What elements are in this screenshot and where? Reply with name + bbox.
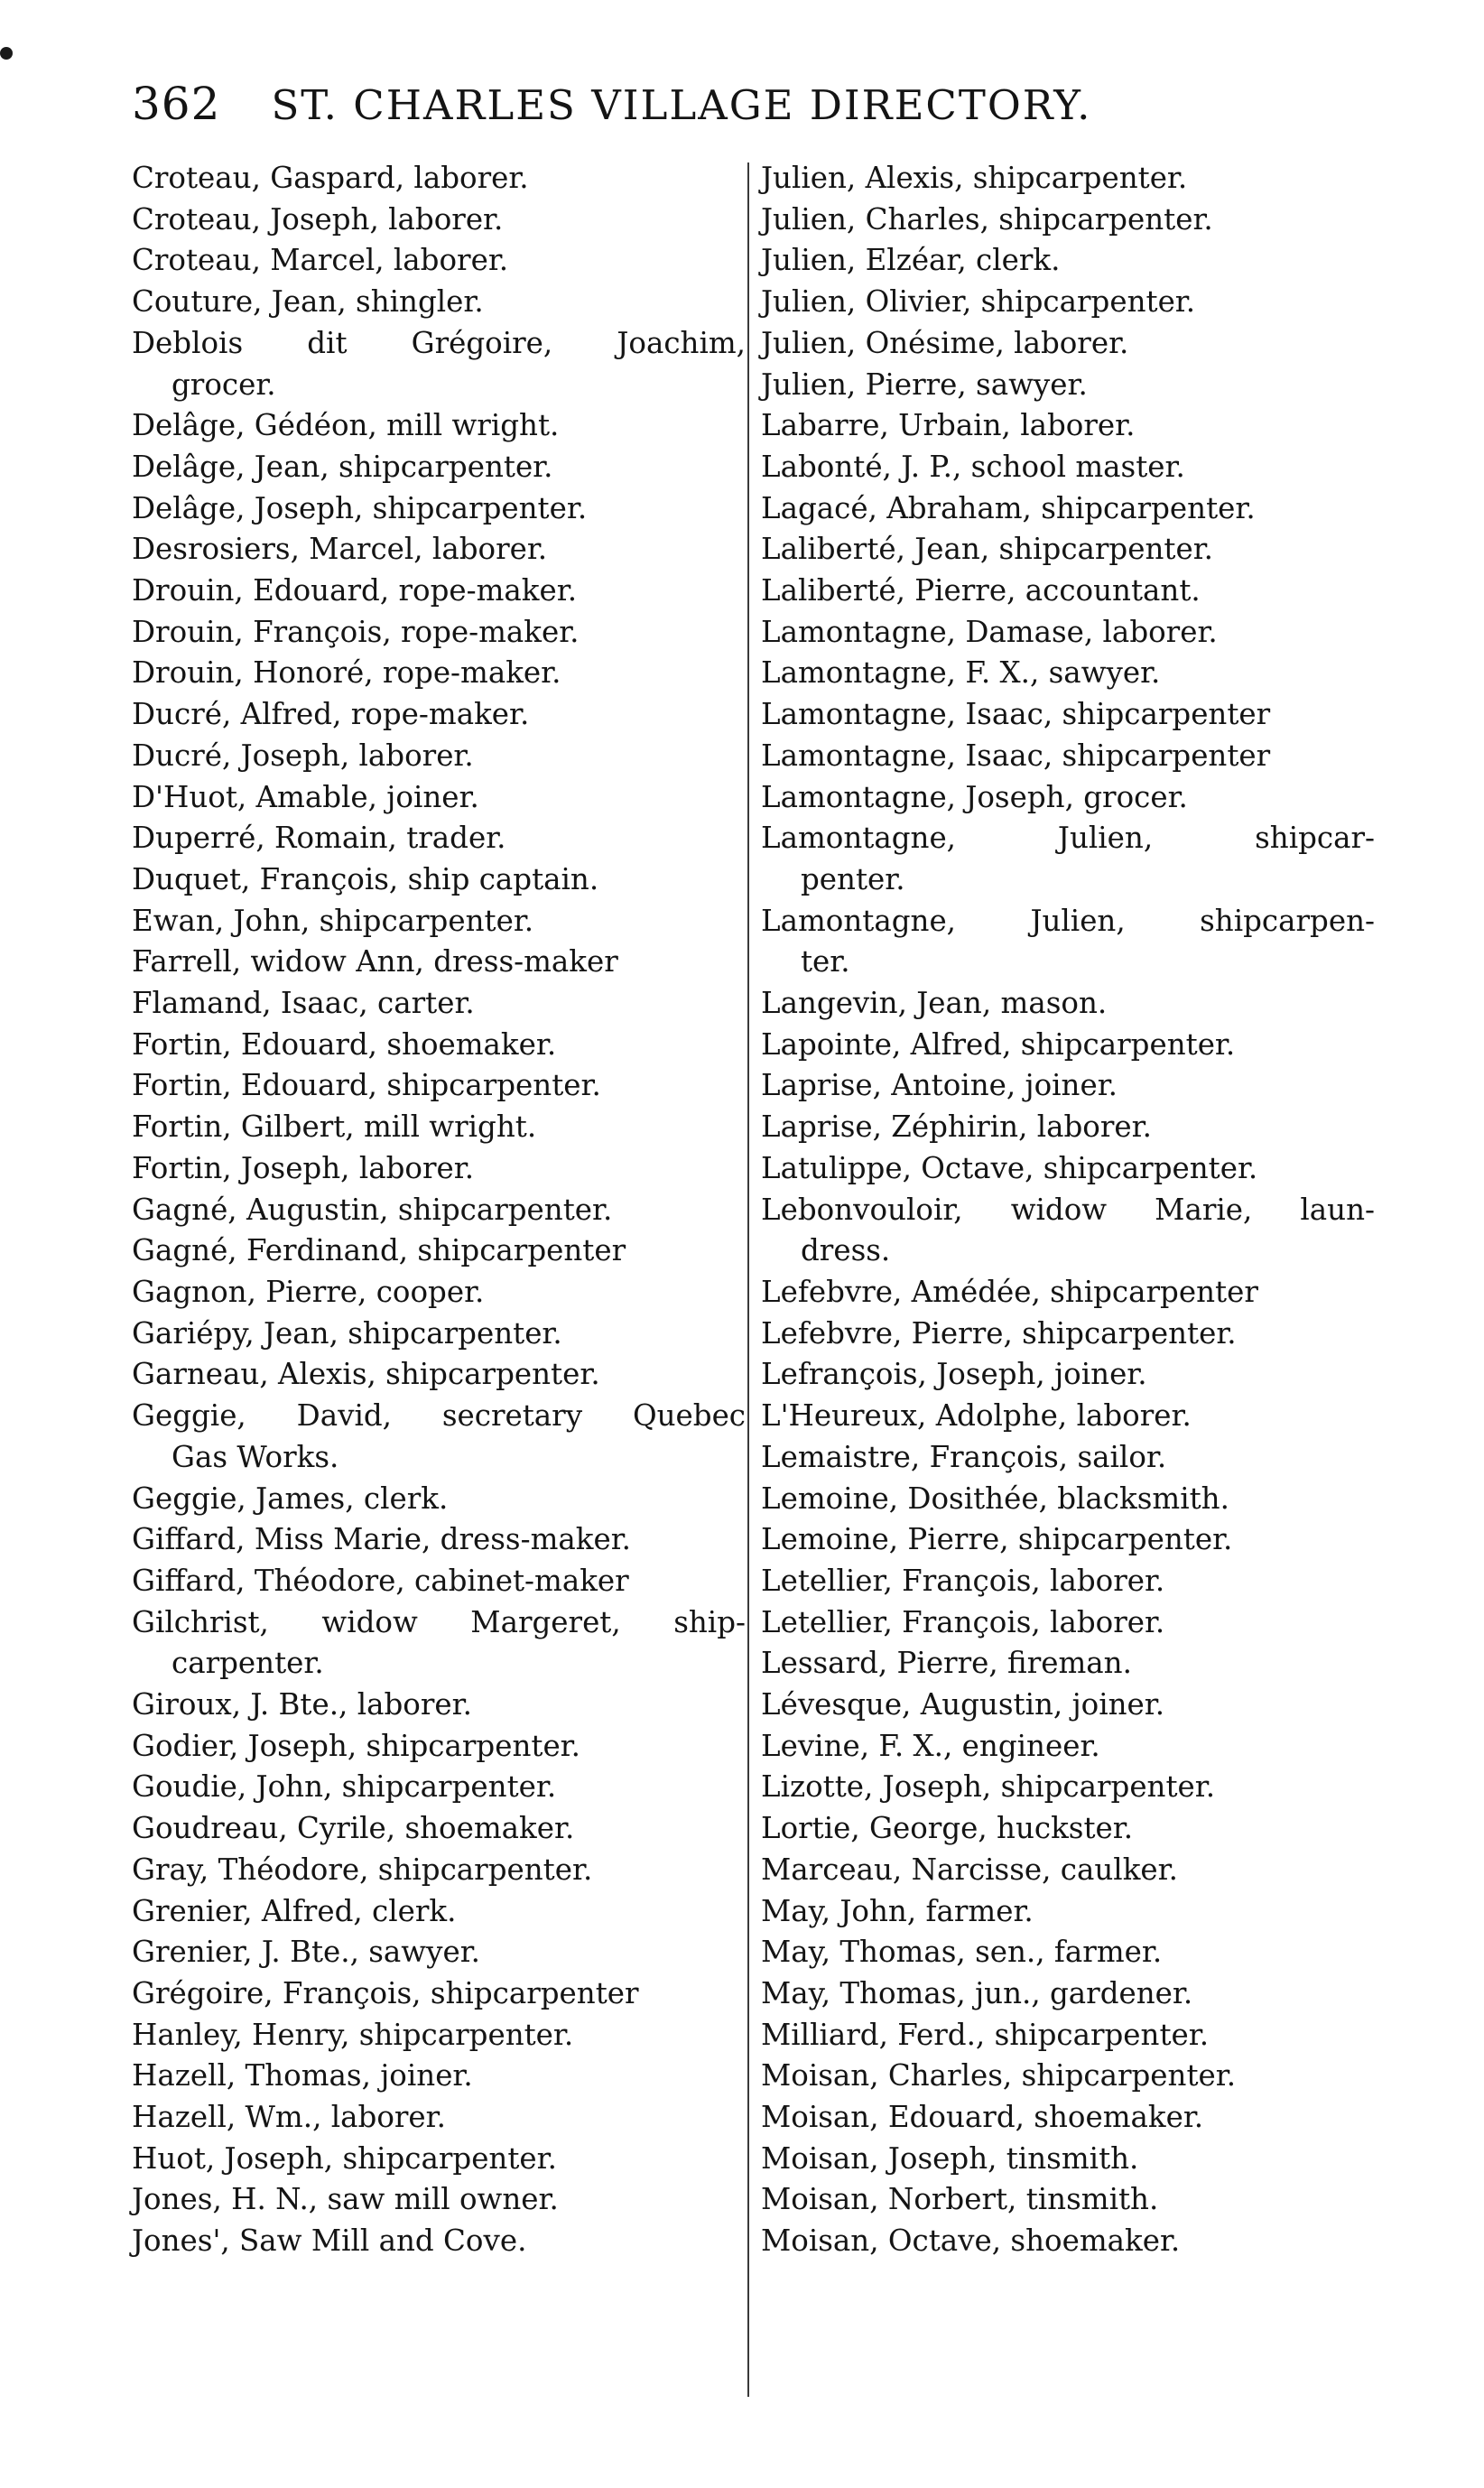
directory-entry: Lefebvre, Amédée, shipcarpenter bbox=[761, 1274, 1258, 1309]
margin-ink-dot bbox=[0, 47, 13, 60]
directory-entry: Giffard, Miss Marie, dress-maker. bbox=[132, 1522, 631, 1557]
directory-entry: Lebonvouloir, widow Marie, laun- bbox=[761, 1192, 1375, 1227]
directory-entry: Julien, Olivier, shipcarpenter. bbox=[761, 284, 1196, 320]
right-column bbox=[761, 158, 1375, 2262]
directory-entry: Lamontagne, Julien, shipcar- bbox=[761, 821, 1375, 856]
directory-entry: Grenier, J. Bte., sawyer. bbox=[132, 1935, 481, 1970]
directory-entry-continuation: dress. bbox=[801, 1233, 891, 1268]
directory-entry: Julien, Pierre, sawyer. bbox=[761, 367, 1088, 402]
directory-entry: Delâge, Jean, shipcarpenter. bbox=[132, 449, 553, 484]
directory-entry: Farrell, widow Ann, dress-maker bbox=[132, 944, 618, 979]
directory-entry: Fortin, Edouard, shoemaker. bbox=[132, 1026, 557, 1062]
directory-entry: Hazell, Wm., laborer. bbox=[132, 2100, 446, 2135]
directory-entry: Grégoire, François, shipcarpenter bbox=[132, 1975, 639, 2010]
directory-entry: Croteau, Gaspard, laborer. bbox=[132, 161, 529, 195]
directory-entry: Goudreau, Cyrile, shoemaker. bbox=[132, 1811, 575, 1846]
directory-entry: Goudie, John, shipcarpenter. bbox=[132, 1769, 557, 1805]
directory-entry-continuation: grocer. bbox=[172, 367, 276, 402]
directory-entry: Lapointe, Alfred, shipcarpenter. bbox=[761, 1026, 1236, 1062]
directory-entry: Garneau, Alexis, shipcarpenter. bbox=[132, 1357, 600, 1392]
directory-entry: Jones, H. N., saw mill owner. bbox=[132, 2182, 559, 2217]
directory-entry: Duperré, Romain, trader. bbox=[132, 821, 506, 856]
directory-entry: Giffard, Théodore, cabinet-maker bbox=[132, 1563, 629, 1598]
directory-entry: Fortin, Edouard, shipcarpenter. bbox=[132, 1068, 601, 1103]
directory-entry: Moisan, Octave, shoemaker. bbox=[761, 2223, 1181, 2259]
directory-entry: Julien, Elzéar, clerk. bbox=[761, 243, 1061, 278]
directory-entry: Grenier, Alfred, clerk. bbox=[132, 1893, 457, 1928]
directory-entry: Lévesque, Augustin, joiner. bbox=[761, 1687, 1165, 1722]
directory-entry: Langevin, Jean, mason. bbox=[761, 986, 1108, 1021]
directory-entry: Fortin, Gilbert, mill wright. bbox=[132, 1109, 537, 1145]
directory-entry: Moisan, Charles, shipcarpenter. bbox=[761, 2058, 1237, 2093]
directory-entry: Huot, Joseph, shipcarpenter. bbox=[132, 2140, 557, 2176]
directory-entry-continuation: ter. bbox=[801, 944, 850, 979]
directory-entry: Drouin, François, rope-maker. bbox=[132, 614, 580, 649]
directory-entry: Lemoine, Pierre, shipcarpenter. bbox=[761, 1522, 1233, 1557]
directory-entry: Laprise, Antoine, joiner. bbox=[761, 1068, 1118, 1103]
directory-entry-continuation: Gas Works. bbox=[172, 1439, 339, 1474]
directory-entry: Julien, Onésime, laborer. bbox=[761, 325, 1129, 360]
directory-entry: Ducré, Joseph, laborer. bbox=[132, 738, 474, 773]
directory-entry: Gagné, Ferdinand, shipcarpenter bbox=[132, 1233, 626, 1268]
directory-entry: Gilchrist, widow Margeret, ship- bbox=[132, 1604, 746, 1639]
directory-entry: Lefrançois, Joseph, joiner. bbox=[761, 1357, 1147, 1392]
directory-entry: May, Thomas, jun., gardener. bbox=[761, 1975, 1193, 2010]
directory-entry: Croteau, Joseph, laborer. bbox=[132, 201, 504, 237]
directory-entry: Letellier, François, laborer. bbox=[761, 1563, 1165, 1598]
directory-entry: Godier, Joseph, shipcarpenter. bbox=[132, 1728, 580, 1763]
directory-entry: Lamontagne, Joseph, grocer. bbox=[761, 779, 1188, 814]
directory-entry: Flamand, Isaac, carter. bbox=[132, 986, 475, 1021]
directory-entry: Marceau, Narcisse, caulker. bbox=[761, 1852, 1178, 1887]
directory-entry: Lamontagne, Damase, laborer. bbox=[761, 614, 1218, 649]
directory-entry: Couture, Jean, shingler. bbox=[132, 284, 484, 320]
page-number: 362 bbox=[132, 78, 221, 130]
left-column bbox=[132, 158, 746, 2262]
directory-entry: Lamontagne, F. X., sawyer. bbox=[761, 655, 1161, 691]
directory-entry: Jones', Saw Mill and Cove. bbox=[132, 2223, 527, 2259]
directory-entry: Lemoine, Dosithée, blacksmith. bbox=[761, 1481, 1229, 1516]
directory-entry: Hazell, Thomas, joiner. bbox=[132, 2058, 473, 2093]
directory-entry: Fortin, Joseph, laborer. bbox=[132, 1150, 475, 1185]
directory-entry: Ducré, Alfred, rope-maker. bbox=[132, 697, 530, 732]
directory-entry: Levine, F. X., engineer. bbox=[761, 1728, 1100, 1763]
directory-entry: Lefebvre, Pierre, shipcarpenter. bbox=[761, 1315, 1237, 1351]
column-divider bbox=[747, 162, 749, 2397]
directory-entry: Letellier, François, laborer. bbox=[761, 1604, 1165, 1639]
directory-entry: Lemaistre, François, sailor. bbox=[761, 1439, 1167, 1474]
directory-entry: Laliberté, Pierre, accountant. bbox=[761, 573, 1201, 608]
directory-entry: Croteau, Marcel, laborer. bbox=[132, 243, 509, 278]
directory-entry: Gray, Théodore, shipcarpenter. bbox=[132, 1852, 593, 1887]
directory-entry: Laliberté, Jean, shipcarpenter. bbox=[761, 532, 1213, 567]
directory-entry: Moisan, Norbert, tinsmith. bbox=[761, 2182, 1159, 2217]
directory-entry: Lagacé, Abraham, shipcarpenter. bbox=[761, 490, 1256, 525]
directory-entry: Labonté, J. P., school master. bbox=[761, 449, 1185, 484]
directory-entry: L'Heureux, Adolphe, laborer. bbox=[761, 1398, 1192, 1434]
directory-entry: Drouin, Edouard, rope-maker. bbox=[132, 573, 578, 608]
directory-entry: Moisan, Edouard, shoemaker. bbox=[761, 2100, 1204, 2135]
directory-entry: Desrosiers, Marcel, laborer. bbox=[132, 532, 548, 567]
directory-entry: May, Thomas, sen., farmer. bbox=[761, 1935, 1163, 1970]
directory-entry: Latulippe, Octave, shipcarpenter. bbox=[761, 1150, 1258, 1185]
page-header bbox=[132, 78, 1091, 130]
directory-entry: Lessard, Pierre, fireman. bbox=[761, 1646, 1132, 1681]
directory-entry: Julien, Alexis, shipcarpenter. bbox=[761, 161, 1188, 195]
directory-entry: Delâge, Gédéon, mill wright. bbox=[132, 408, 560, 443]
directory-entry: Lizotte, Joseph, shipcarpenter. bbox=[761, 1769, 1216, 1805]
directory-entry: Lamontagne, Isaac, shipcarpenter bbox=[761, 697, 1271, 732]
directory-entry: Giroux, J. Bte., laborer. bbox=[132, 1687, 472, 1722]
directory-entry: Gariépy, Jean, shipcarpenter. bbox=[132, 1315, 562, 1351]
directory-entry: Delâge, Joseph, shipcarpenter. bbox=[132, 490, 588, 525]
directory-entry: Deblois dit Grégoire, Joachim, bbox=[132, 325, 746, 360]
directory-entry-continuation: penter. bbox=[801, 861, 905, 896]
directory-entry: Hanley, Henry, shipcarpenter. bbox=[132, 2017, 574, 2052]
directory-entry: Geggie, David, secretary Quebec bbox=[132, 1398, 746, 1434]
directory-entry: Laprise, Zéphirin, laborer. bbox=[761, 1109, 1152, 1145]
directory-entry: Lamontagne, Julien, shipcarpen- bbox=[761, 903, 1375, 938]
directory-entry: D'Huot, Amable, joiner. bbox=[132, 779, 479, 814]
directory-entry: Duquet, François, ship captain. bbox=[132, 861, 599, 896]
page-title: ST. CHARLES VILLAGE DIRECTORY. bbox=[271, 81, 1092, 129]
directory-entry: Moisan, Joseph, tinsmith. bbox=[761, 2140, 1139, 2176]
directory-entry: Julien, Charles, shipcarpenter. bbox=[761, 201, 1213, 237]
directory-entry-continuation: carpenter. bbox=[172, 1646, 324, 1681]
directory-entry: Gagné, Augustin, shipcarpenter. bbox=[132, 1192, 613, 1227]
directory-entry: Ewan, John, shipcarpenter. bbox=[132, 903, 534, 938]
directory-entry: May, John, farmer. bbox=[761, 1893, 1034, 1928]
directory-entry: Drouin, Honoré, rope-maker. bbox=[132, 655, 561, 691]
directory-entry: Gagnon, Pierre, cooper. bbox=[132, 1274, 485, 1309]
directory-entry: Geggie, James, clerk. bbox=[132, 1481, 449, 1516]
directory-entry: Lamontagne, Isaac, shipcarpenter bbox=[761, 738, 1271, 773]
directory-entry: Labarre, Urbain, laborer. bbox=[761, 408, 1136, 443]
directory-entry: Lortie, George, huckster. bbox=[761, 1811, 1134, 1846]
directory-entry: Milliard, Ferd., shipcarpenter. bbox=[761, 2017, 1210, 2052]
